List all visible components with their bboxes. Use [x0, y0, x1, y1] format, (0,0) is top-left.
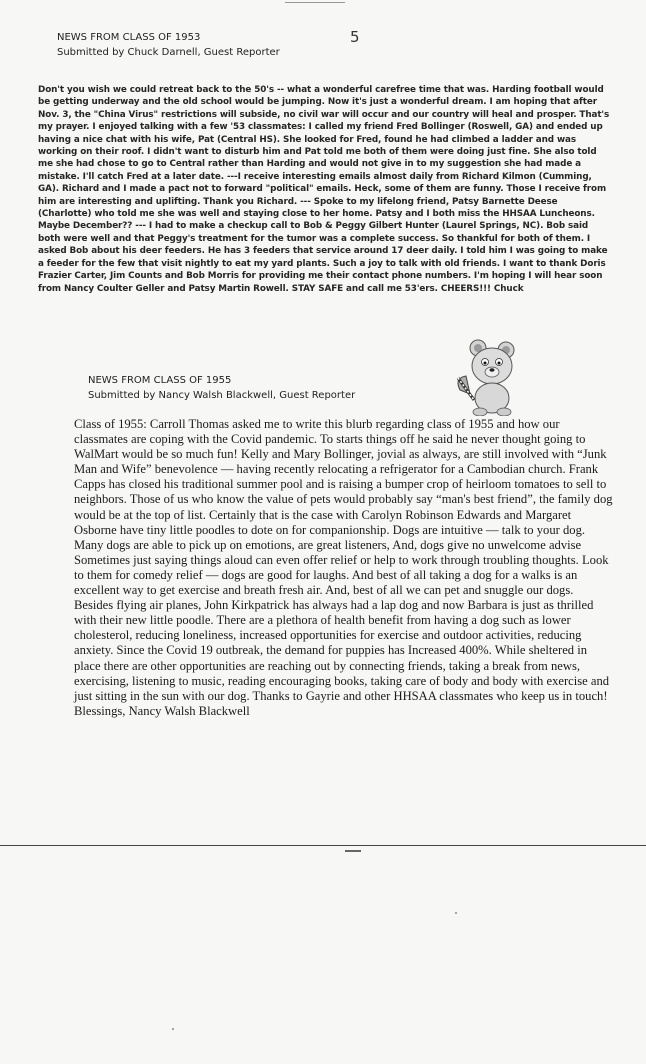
article-2-body: Class of 1955: Carroll Thomas asked me to write this blurb regarding class of 1955 and how our classmates are coping with the Covid pandemic. To starts things off he said he never thought going to WalMart would be so much fun! Kelly and Mary Bollinger, jovial as always, are still involved with “Junk Man and Wife” benevolence — having recently relocating a refrigerator for a Cambodian church. Frank Capps has closed his traditional summer pool and is raising a bumper crop of heirloom tomatoes to sell to neighbors. Those of us who know the value of pets would probably say “man's best friend”, the family dog would be at the top of list. Certainly that is the case with Carolyn Robinson Edwards and Margaret Osborne have tiny little poodles to dote on for companionship. Dogs are intuitive — talk to your dog. Many dogs are able to pick up on emotions, are great listeners, And, dogs give no unwelcome advise Sometimes just saying things aloud can even offer relief or help to work through troubling thoughts. Look to them for comedy relief — dogs are good for laughs. And best of all taking a dog for a walks is an excellent way to get exercise and breath fresh air. And, best of all we can pet and snuggle our dogs. Besides flying air planes, John Kirkpatrick has always had a lap dog and now Barbara is just as thrilled with their new little poodle. There are a plethora of health benefit from having a dog such as lower cholesterol, reducing loneliness, increased opportunities for exercise and outdoor activities, reducing anxiety. Since the Covid 19 outbreak, the demand for puppies has Increased 400%. While sheltered in place there are other opportunities are reaching out by connecting friends, taking a break from news, exercising, listening to music, reading encouraging books, taking care of body and body with exercise and just sitting in the sun with our dog. Thanks to Gayrie and other HHSAA classmates who keep us in touch!: [74, 417, 613, 703]
article-2-byline: Submitted by Nancy Walsh Blackwell, Guest Reporter: [88, 390, 356, 401]
article-1-body-block: [38, 84, 612, 295]
article-2-header: [88, 373, 355, 403]
article-2-title: NEWS FROM CLASS OF 1955: [88, 375, 232, 386]
article-1-header: [57, 30, 280, 60]
article-1-title: NEWS FROM CLASS OF 1953: [57, 32, 201, 43]
article-1-byline: Submitted by Chuck Darnell, Guest Reporter: [57, 47, 280, 58]
page-number: 5: [350, 28, 360, 46]
article-2-signature: Blessings, Nancy Walsh Blackwell: [74, 703, 250, 718]
article-1-body: Don't you wish we could retreat back to the 50's -- what a wonderful carefree time that was. Harding football would be getting underway and the old school would be jumping. Now it's just a wonderful dream. I am hoping that after Nov. 3, the "China Virus" restrictions will subside, no civil war will occur and our country will heal and prosper. That's my prayer. I enjoyed talking with a few '53 classmates: I called my friend Fred Bollinger (Roswell, GA) and ended up having a nice chat with his wife, Pat (Central HS). She looked for Fred, found he had climbed a ladder and was working on their roof. I didn't want to disturb him and Pat told me both of them were doing just fine. She also told me she had chose to go to Central rather than Harding and would not give in to my suggestion she had made a mistake. I'll catch Fred at a later date. ---I receive interesting emails almost daily from Richard Kilmon (Cumming, GA). Richard and I made a pact not to forward "political" emails. Heck, some of them are funny. Those I receive from him are interesting and uplifting. Thank you Richard. --- Spoke to my lifelong friend, Patsy Barnette Deese (Charlotte) who told me she was well and staying close to her home. Patsy and I both miss the HHSAA Luncheons. Maybe December?? --- I had to make a checkup call to Bob & Peggy Gilbert Hunter (Laurel Springs, NC). Bob said both were well and that Peggy's treatment for the tumor was a complete success. So thankful for both of them. I asked Bob about his deer feeders. He has 3 feeders that service around 17 deer daily. I told him I was going to make a feeder for the few that visit nightly to eat my yard plants. Such a joy to talk with old friends. I want to thank Doris Frazier Carter, Jim Counts and Bob Morris for providing me their contact phone numbers. I'm hoping I will hear soon from Nancy Coulter Geller and Patsy Martin Rowell. STAY SAFE and call me 53'ers. CHEERS!!! Chuck: [38, 85, 610, 294]
scan-speck: [172, 1028, 174, 1030]
scan-mark: [345, 850, 361, 852]
scan-speck: [455, 912, 457, 914]
scan-mark: [285, 2, 345, 3]
article-2-body-block: [74, 417, 614, 719]
teddy-bear-icon: [452, 338, 524, 416]
page-divider: [0, 845, 646, 846]
